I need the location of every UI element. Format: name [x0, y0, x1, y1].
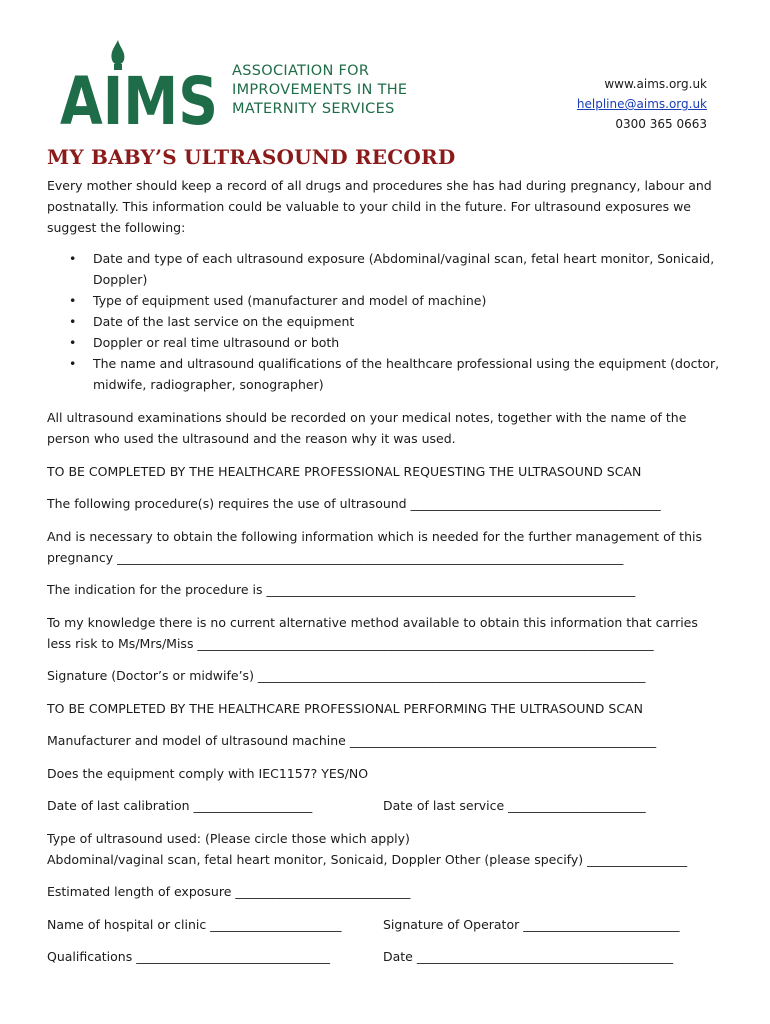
- exposure-length-field[interactable]: Estimated length of exposure ____________________________: [47, 884, 411, 899]
- suggestion-list: [47, 248, 723, 395]
- contact-block: [577, 74, 707, 134]
- logo-tagline: [232, 62, 408, 119]
- list-item: • Date of the last service on the equipment: [47, 311, 723, 332]
- ultrasound-type-label: Type of ultrasound used: (Please circle those which apply): [47, 831, 410, 846]
- requester-signature-field[interactable]: Signature (Doctor’s or midwife’s) ______________________________________________________________: [47, 668, 646, 683]
- operator-signature-field[interactable]: Signature of Operator _________________________: [383, 917, 680, 932]
- knowledge-text-line1: To my knowledge there is no current alternative method available to obtain this information that carries: [47, 615, 698, 630]
- website-text: www.aims.org.uk: [604, 77, 707, 91]
- necessary-text-line1: And is necessary to obtain the following information which is needed for the further management of this: [47, 529, 702, 544]
- records-note: All ultrasound examinations should be recorded on your medical notes, together with the name of the person who used the ultrasound and the reason why it was used.: [47, 410, 687, 446]
- calibration-date-field[interactable]: Date of last calibration ___________________: [47, 798, 313, 813]
- iec-compliance-field[interactable]: Does the equipment comply with IEC1157? YES/NO: [47, 766, 369, 781]
- hospital-name-field[interactable]: Name of hospital or clinic _____________________: [47, 917, 342, 932]
- manufacturer-field[interactable]: Manufacturer and model of ultrasound machine _________________________________________________: [47, 733, 657, 748]
- records-paragraph: [47, 407, 723, 449]
- procedure-field[interactable]: The following procedure(s) requires the use of ultrasound ________________________________________: [47, 496, 661, 511]
- date-field[interactable]: Date _________________________________________: [383, 949, 674, 964]
- patient-name-field[interactable]: less risk to Ms/Mrs/Miss _________________________________________________________________________: [47, 636, 654, 651]
- helpline-email-link[interactable]: helpline@aims.org.uk: [576, 97, 707, 111]
- service-date-field[interactable]: Date of last service ______________________: [383, 798, 646, 813]
- section1-heading: TO BE COMPLETED BY THE HEALTHCARE PROFESSIONAL REQUESTING THE ULTRASOUND SCAN: [47, 464, 642, 479]
- logo-line-1: ASSOCIATION FOR: [232, 63, 370, 79]
- intro-paragraph: [47, 175, 723, 238]
- list-item: • Date and type of each ultrasound exposure (Abdominal/vaginal scan, fetal heart monitor, Sonicaid, Doppler): [47, 248, 723, 290]
- logo-line-2: IMPROVEMENTS IN THE: [232, 82, 408, 98]
- qualifications-field[interactable]: Qualifications _______________________________: [47, 949, 330, 964]
- phone-number: 0300 365 0663: [615, 117, 707, 131]
- pregnancy-info-field[interactable]: pregnancy _________________________________________________________________________________: [47, 550, 624, 565]
- page-title: MY BABY’S ULTRASOUND RECORD: [47, 145, 456, 169]
- list-item: • Doppler or real time ultrasound or both: [47, 332, 723, 353]
- ultrasound-type-options[interactable]: Abdominal/vaginal scan, fetal heart monitor, Sonicaid, Doppler Other (please specify) ________________: [47, 852, 688, 867]
- logo-wordmark: AIMS: [60, 63, 218, 140]
- aims-logo-mark: [60, 38, 220, 140]
- list-item: • The name and ultrasound qualifications of the healthcare professional using the equipment (doctor, midwife, radiographer, sonographer): [47, 353, 723, 395]
- indication-field[interactable]: The indication for the procedure is ___________________________________________________________: [47, 582, 636, 597]
- logo-line-3: MATERNITY SERVICES: [232, 101, 395, 117]
- section2-heading: TO BE COMPLETED BY THE HEALTHCARE PROFESSIONAL PERFORMING THE ULTRASOUND SCAN: [47, 701, 643, 716]
- list-item: • Type of equipment used (manufacturer and model of machine): [47, 290, 723, 311]
- intro-text: Every mother should keep a record of all drugs and procedures she has had during pregnancy, labour and postnatally. This information could be valuable to your child in the future. For ultrasound exposures we suggest the following:: [47, 178, 712, 235]
- aims-logo: [60, 38, 408, 140]
